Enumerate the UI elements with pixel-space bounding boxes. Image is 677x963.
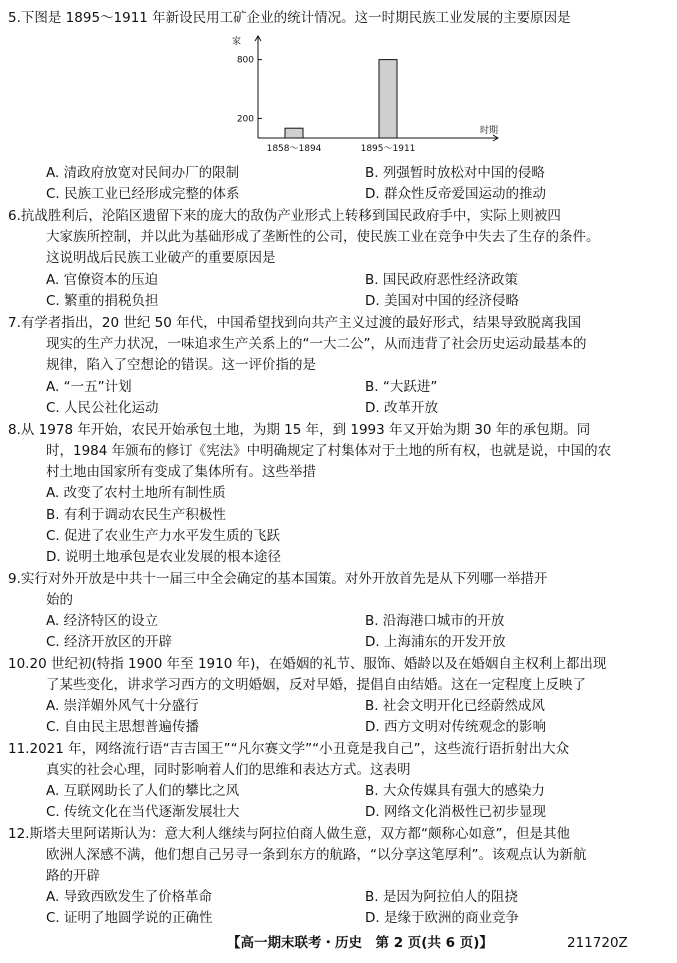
question-9-options-row-1 bbox=[0, 611, 677, 631]
question-10-option-c[interactable]: C. 自由民主思想普遍传播 bbox=[46, 719, 200, 735]
question-8-stem-line-2: 时，1984 年颁布的修订《宪法》中明确规定了村集体对于土地的所有权，也就是说，中国的农 bbox=[46, 443, 612, 459]
question-9-number: 9. bbox=[8, 571, 21, 587]
question-5-option-c[interactable]: C. 民族工业已经形成完整的体系 bbox=[46, 186, 240, 202]
question-12-stem-text-1: 斯塔夫里阿诺斯认为：意大利人继续与阿拉伯商人做生意，双方都“颇称心如意”，但是其他 bbox=[29, 826, 570, 842]
question-6-stem-text-1: 抗战胜利后，沦陷区遗留下来的庞大的敌伪产业形式上转移到国民政府手中，实际上则被四 bbox=[20, 208, 561, 224]
question-8-option-a[interactable]: A. 改变了农村土地所有制性质 bbox=[46, 485, 226, 501]
question-7-options-row-2 bbox=[0, 398, 677, 418]
question-9-stem-line-1 bbox=[8, 569, 547, 589]
question-10-stem-line-2: 了某些变化，讲求学习西方的文明婚姻，反对早婚，提倡自由结婚。这在一定程度上反映了 bbox=[46, 677, 586, 693]
question-5-option-b[interactable]: B. 列强暂时放松对中国的侵略 bbox=[365, 165, 545, 181]
question-10-option-d[interactable]: D. 西方文明对传统观念的影响 bbox=[365, 719, 546, 735]
question-12-number: 12. bbox=[8, 826, 30, 842]
question-8-option-d[interactable]: D. 说明土地承包是农业发展的根本途径 bbox=[46, 549, 281, 565]
question-10-option-b[interactable]: B. 社会文明开化已经蔚然成风 bbox=[365, 698, 545, 714]
question-6-option-c[interactable]: C. 繁重的捐税负担 bbox=[46, 293, 159, 309]
question-10-option-a[interactable]: A. 崇洋媚外风气十分盛行 bbox=[46, 698, 199, 714]
question-6-stem-line-3: 这说明战后民族工业破产的重要原因是 bbox=[46, 250, 276, 266]
question-7-stem-line-2: 现实的生产力状况，一味追求生产关系上的“一大二公”，从而违背了社会历史运动最基本的 bbox=[46, 336, 587, 352]
question-7-stem-line-3: 规律，陷入了空想论的错误。这一评价指的是 bbox=[46, 357, 316, 373]
question-5-options-row-2 bbox=[0, 184, 677, 204]
question-6-option-b[interactable]: B. 国民政府恶性经济政策 bbox=[365, 272, 518, 288]
y-tick-label: 800 bbox=[236, 55, 254, 66]
enterprise-count-bar-chart bbox=[226, 30, 506, 164]
question-8-stem-text-1: 从 1978 年开始，农民开始承包土地，为期 15 年，到 1993 年又开始为期 30 年的承包期。同 bbox=[20, 422, 591, 438]
y-tick-label: 200 bbox=[236, 114, 254, 125]
question-10-stem-line-1 bbox=[8, 654, 606, 674]
question-10-options-row-1 bbox=[0, 696, 677, 716]
question-10-options-row-2 bbox=[0, 717, 677, 737]
question-6-option-d[interactable]: D. 美国对中国的经济侵略 bbox=[365, 293, 519, 309]
question-11-option-a[interactable]: A. 互联网助长了人们的攀比之风 bbox=[46, 783, 240, 799]
question-10-number: 10. bbox=[8, 656, 30, 672]
question-6-option-a[interactable]: A. 官僚资本的压迫 bbox=[46, 272, 159, 288]
question-5-number: 5. bbox=[8, 10, 21, 26]
question-11-stem-line-2: 真实的社会心理，同时影响着人们的思维和表达方式。这表明 bbox=[46, 762, 411, 778]
question-11-stem-line-1 bbox=[8, 739, 569, 759]
question-12-options-row-1 bbox=[0, 887, 677, 907]
question-7-options-row-1 bbox=[0, 377, 677, 397]
question-8-option-c[interactable]: C. 促进了农业生产力水平发生质的飞跃 bbox=[46, 528, 281, 544]
question-12-option-a[interactable]: A. 导致西欧发生了价格革命 bbox=[46, 889, 213, 905]
bar-chart-svg bbox=[226, 30, 506, 164]
question-9-stem-text-1: 实行对外开放是中共十一届三中全会确定的基本国策。对外开放首先是从下列哪一举措开 bbox=[20, 571, 548, 587]
question-11-options-row-1 bbox=[0, 781, 677, 801]
question-11-option-b[interactable]: B. 大众传媒具有强大的感染力 bbox=[365, 783, 545, 799]
question-9-stem-line-2: 始的 bbox=[46, 592, 73, 608]
question-5-options-row-1 bbox=[0, 163, 677, 183]
question-11-stem-text-1: 2021 年，网络流行语“吉吉国王”“凡尔赛文学”“小丑竟是我自己”，这些流行语折射出大众 bbox=[29, 741, 570, 757]
question-6-number: 6. bbox=[8, 208, 21, 224]
question-9-option-a[interactable]: A. 经济特区的设立 bbox=[46, 613, 159, 629]
question-9-option-d[interactable]: D. 上海浦东的开发开放 bbox=[365, 634, 506, 650]
question-5-stem-text: 下图是 1895～1911 年新设民用工矿企业的统计情况。这一时期民族工业发展的主要原因是 bbox=[20, 10, 571, 26]
question-7-option-d[interactable]: D. 改革开放 bbox=[365, 400, 438, 416]
question-6-options-row-1 bbox=[0, 270, 677, 290]
question-12-option-d[interactable]: D. 是缘于欧洲的商业竞争 bbox=[365, 910, 519, 926]
question-11-option-d[interactable]: D. 网络文化消极性已初步显现 bbox=[365, 804, 546, 820]
page-footer bbox=[0, 933, 677, 953]
bar bbox=[285, 128, 303, 138]
question-11-option-c[interactable]: C. 传统文化在当代逐渐发展壮大 bbox=[46, 804, 240, 820]
question-6-stem-line-1 bbox=[8, 206, 561, 226]
question-12-options-row-2 bbox=[0, 908, 677, 928]
question-9-option-b[interactable]: B. 沿海港口城市的开放 bbox=[365, 613, 505, 629]
question-7-option-c[interactable]: C. 人民公社化运动 bbox=[46, 400, 159, 416]
question-8-number: 8. bbox=[8, 422, 21, 438]
x-tick-label: 1858～1894 bbox=[266, 144, 322, 154]
x-tick-label: 1895～1911 bbox=[360, 144, 416, 154]
question-12-stem-line-1 bbox=[8, 824, 570, 844]
question-8-option-b[interactable]: B. 有利于调动农民生产积极性 bbox=[46, 507, 226, 523]
x-axis-label: 时期 bbox=[480, 126, 499, 136]
question-8-stem-line-1 bbox=[8, 420, 590, 440]
question-10-stem-text-1: 20 世纪初(特指 1900 年至 1910 年)，在婚姻的礼节、服饰、婚龄以及在婚姻自主权利上都出现 bbox=[29, 656, 607, 672]
footer-title: 【高一期末联考・历史 第 2 页(共 6 页)】 bbox=[227, 935, 493, 951]
question-5-option-a[interactable]: A. 清政府放宽对民间办厂的限制 bbox=[46, 165, 240, 181]
question-7-option-a[interactable]: A. “一五”计划 bbox=[46, 379, 132, 395]
question-7-option-b[interactable]: B. “大跃进” bbox=[365, 379, 438, 395]
y-axis-label: 家 bbox=[232, 37, 242, 47]
question-12-option-b[interactable]: B. 是因为阿拉伯人的阻挠 bbox=[365, 889, 518, 905]
bar bbox=[379, 60, 397, 138]
footer-code: 211720Z bbox=[567, 935, 628, 951]
question-7-number: 7. bbox=[8, 315, 21, 331]
question-8-stem-line-3: 村土地由国家所有变成了集体所有。这些举措 bbox=[46, 464, 316, 480]
question-5-option-d[interactable]: D. 群众性反帝爱国运动的推动 bbox=[365, 186, 546, 202]
question-12-option-c[interactable]: C. 证明了地圆学说的正确性 bbox=[46, 910, 213, 926]
question-12-stem-line-2: 欧洲人深感不满，他们想自己另寻一条到东方的航路，“以分享这笔厚利”。该观点认为新航 bbox=[46, 847, 587, 863]
question-5-stem-line-1 bbox=[8, 8, 571, 28]
question-6-stem-line-2: 大家族所控制，并以此为基础形成了垄断性的公司，使民族工业在竞争中失去了生存的条件。 bbox=[46, 229, 600, 245]
question-11-number: 11. bbox=[8, 741, 30, 757]
question-7-stem-line-1 bbox=[8, 313, 581, 333]
question-9-option-c[interactable]: C. 经济开放区的开辟 bbox=[46, 634, 173, 650]
question-9-options-row-2 bbox=[0, 632, 677, 652]
question-7-stem-text-1: 有学者指出，20 世纪 50 年代，中国希望找到向共产主义过渡的最好形式，结果导致脱离我国 bbox=[20, 315, 582, 331]
question-11-options-row-2 bbox=[0, 802, 677, 822]
question-6-options-row-2 bbox=[0, 291, 677, 311]
question-12-stem-line-3: 路的开辟 bbox=[46, 868, 100, 884]
